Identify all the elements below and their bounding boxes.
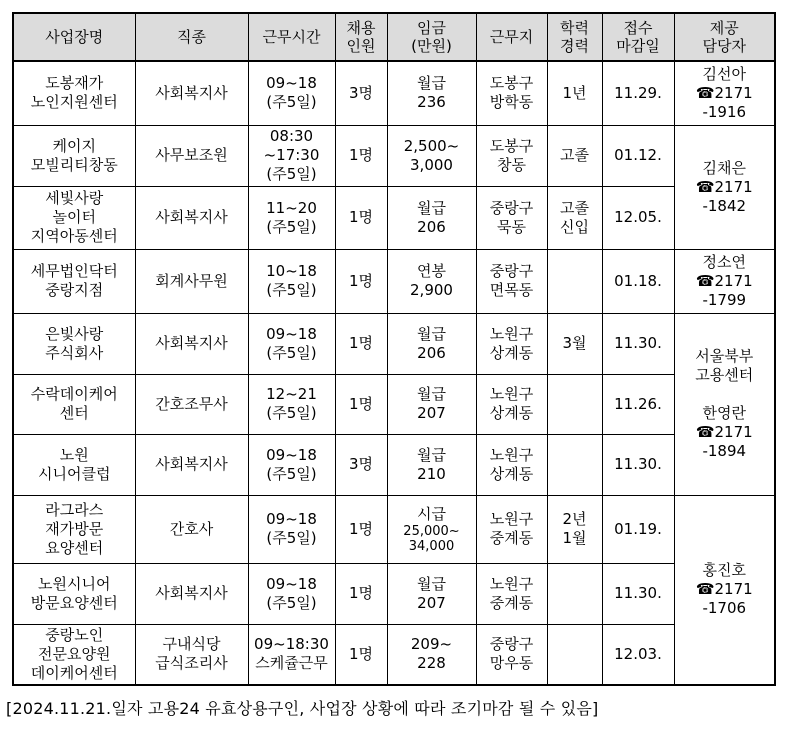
- cell-text: 시니어클럽: [38, 464, 111, 483]
- cell-text: 01.18.: [614, 271, 662, 290]
- cell-text: 학력: [560, 19, 589, 37]
- cell-deadline: [602, 61, 674, 125]
- cell-text: 노원시니어: [38, 574, 111, 593]
- cell-count: [335, 61, 387, 125]
- cell-text: 면목동: [489, 281, 534, 299]
- cell-text: 사회복지사: [155, 334, 228, 352]
- cell-text: -1799: [702, 290, 747, 309]
- table-row: [13, 249, 775, 313]
- cell-text: 정소연: [702, 252, 746, 271]
- cell-text: 1월: [562, 529, 587, 547]
- cell-deadline: [602, 249, 674, 313]
- cell-text: 인원: [346, 37, 376, 55]
- cell-text: (주5일): [266, 165, 317, 183]
- cell-text: ☎2171: [695, 271, 753, 290]
- cell-deadline: [602, 374, 674, 434]
- cell-text: 2,900: [410, 281, 453, 299]
- cell-company: [13, 563, 135, 624]
- cell-text: 간호사: [169, 519, 214, 538]
- cell-location: [476, 186, 547, 249]
- cell-text: 사회복지사: [155, 584, 228, 602]
- cell-edu: [547, 495, 602, 563]
- cell-company: [13, 125, 135, 186]
- cell-text: (주5일): [266, 281, 317, 299]
- table-row: [13, 186, 775, 249]
- cell-text: 209~: [410, 635, 453, 654]
- cell-text: 3월: [562, 334, 587, 352]
- cell-text: 210: [417, 464, 446, 483]
- table-row: [13, 495, 775, 563]
- cell-text: 3명: [348, 455, 374, 473]
- cell-text: 11~20: [266, 198, 317, 217]
- cell-text: 09~18: [266, 74, 317, 93]
- cell-text: 전문요양원: [38, 644, 111, 663]
- cell-text: 09~18: [266, 574, 317, 593]
- cell-text: 사회복지사: [155, 83, 228, 102]
- cell-wage: [387, 434, 476, 495]
- cell-text: 고졸: [560, 198, 589, 217]
- cell-text: ☎2171: [695, 177, 753, 196]
- cell-deadline: [602, 495, 674, 563]
- cell-wage: [387, 374, 476, 434]
- cell-count: [335, 624, 387, 685]
- cell-text: -1894: [702, 442, 747, 460]
- cell-text: 노인지원센터: [30, 93, 118, 112]
- cell-location: [476, 624, 547, 685]
- column-header-job: [135, 13, 248, 61]
- cell-text: 34,000: [408, 538, 455, 554]
- cell-text: 1명: [348, 584, 374, 602]
- cell-text: 경력: [560, 37, 589, 55]
- cell-text: 1명: [348, 208, 374, 226]
- cell-text: 1명: [348, 519, 374, 538]
- cell-text: 스케쥴근무: [255, 654, 328, 673]
- table-row: [13, 624, 775, 685]
- cell-wage: [387, 249, 476, 313]
- cell-text: 236: [417, 93, 446, 112]
- cell-text: 중랑구: [489, 262, 534, 280]
- cell-text: 노원구: [489, 445, 534, 464]
- cell-text: 사회복지사: [155, 455, 228, 473]
- cell-text: (주5일): [266, 464, 317, 483]
- cell-job: [135, 434, 248, 495]
- cell-text: 근무시간: [262, 28, 321, 46]
- cell-text: 10~18: [266, 262, 317, 280]
- cell-job: [135, 313, 248, 374]
- cell-hours: [248, 624, 335, 685]
- cell-edu: [547, 434, 602, 495]
- cell-deadline: [602, 434, 674, 495]
- cell-text: 09~18:30: [254, 635, 329, 654]
- cell-text: 방학동: [489, 93, 534, 112]
- table-body: [13, 61, 775, 685]
- cell-text: 고졸: [560, 146, 589, 164]
- job-listing-table: [12, 12, 776, 686]
- cell-contact: [674, 249, 775, 313]
- cell-deadline: [602, 563, 674, 624]
- column-header-location: [476, 13, 547, 61]
- cell-location: [476, 563, 547, 624]
- cell-company: [13, 186, 135, 249]
- cell-text: 228: [417, 654, 446, 673]
- cell-hours: [248, 434, 335, 495]
- cell-text: 월급: [417, 198, 446, 217]
- cell-company: [13, 495, 135, 563]
- cell-wage: [387, 125, 476, 186]
- cell-text: 중랑구: [489, 198, 534, 217]
- cell-text: 206: [417, 217, 446, 236]
- cell-job: [135, 374, 248, 434]
- cell-text: 상계동: [489, 343, 534, 362]
- cell-text: 라그라스: [45, 500, 104, 519]
- cell-text: 11.26.: [614, 394, 662, 413]
- cell-text: 은빛사랑: [45, 324, 104, 343]
- cell-deadline: [602, 313, 674, 374]
- cell-text: 방문요양센터: [30, 593, 118, 612]
- cell-location: [476, 374, 547, 434]
- cell-text: 김채은: [702, 158, 746, 177]
- cell-text: 서울북부: [695, 347, 754, 365]
- cell-text: 제공: [709, 19, 739, 37]
- cell-text: 노원구: [489, 574, 534, 593]
- cell-location: [476, 249, 547, 313]
- cell-text: 1년: [562, 83, 587, 102]
- cell-text: 09~18: [266, 445, 317, 464]
- cell-count: [335, 434, 387, 495]
- cell-text: (주5일): [266, 93, 317, 112]
- cell-location: [476, 61, 547, 125]
- cell-text: 월급: [417, 445, 446, 464]
- cell-text: 월급: [417, 574, 446, 593]
- cell-edu: [547, 374, 602, 434]
- cell-edu: [547, 125, 602, 186]
- cell-text: 연봉: [417, 262, 446, 280]
- cell-text: 09~18: [266, 510, 317, 528]
- cell-text: 12.05.: [614, 208, 662, 226]
- cell-edu: [547, 624, 602, 685]
- cell-text: 11.30.: [614, 334, 662, 352]
- cell-text: 수락데이케어: [30, 385, 118, 403]
- cell-text: 2,500~: [403, 136, 460, 155]
- cell-location: [476, 495, 547, 563]
- cell-edu: [547, 186, 602, 249]
- cell-edu: [547, 313, 602, 374]
- cell-text: 노원구: [489, 385, 534, 403]
- cell-count: [335, 313, 387, 374]
- cell-contact: [674, 125, 775, 249]
- cell-text: 2년: [562, 510, 587, 528]
- cell-deadline: [602, 125, 674, 186]
- cell-text: 중계동: [489, 593, 534, 612]
- cell-hours: [248, 374, 335, 434]
- cell-job: [135, 249, 248, 313]
- cell-text: 요양센터: [45, 538, 104, 557]
- cell-edu: [547, 61, 602, 125]
- cell-text: 1명: [348, 334, 374, 352]
- cell-text: 사무보조원: [155, 146, 228, 164]
- cell-count: [335, 374, 387, 434]
- cell-hours: [248, 563, 335, 624]
- cell-text: 도봉구: [489, 136, 534, 155]
- cell-hours: [248, 495, 335, 563]
- cell-edu: [547, 563, 602, 624]
- cell-text: 01.19.: [614, 519, 662, 538]
- cell-text: 노원: [59, 445, 89, 464]
- cell-location: [476, 125, 547, 186]
- cell-text: 사회복지사: [155, 208, 228, 226]
- cell-text: 207: [417, 593, 446, 612]
- cell-text: [676, 385, 774, 404]
- cell-hours: [248, 249, 335, 313]
- footnote: [2024.11.21.일자 고용24 유효상용구인, 사업장 상황에 따라 조기마감 될 수 있음]: [6, 699, 599, 718]
- cell-text: 신입: [560, 217, 589, 236]
- cell-contact: [674, 495, 775, 685]
- cell-job: [135, 61, 248, 125]
- cell-deadline: [602, 186, 674, 249]
- cell-text: 세빛사랑: [45, 189, 104, 207]
- cell-wage: [387, 313, 476, 374]
- cell-text: 케이지: [52, 136, 96, 155]
- cell-text: 급식조리사: [155, 654, 228, 673]
- cell-job: [135, 624, 248, 685]
- cell-text: 상계동: [489, 464, 534, 483]
- cell-count: [335, 125, 387, 186]
- cell-text: (주5일): [266, 404, 317, 422]
- cell-text: ☎2171: [695, 83, 753, 102]
- cell-count: [335, 186, 387, 249]
- cell-job: [135, 495, 248, 563]
- cell-job: [135, 563, 248, 624]
- cell-company: [13, 374, 135, 434]
- cell-text: 206: [417, 343, 446, 362]
- cell-text: 207: [417, 404, 446, 422]
- cell-text: 직종: [177, 28, 206, 46]
- cell-text: 09~18: [266, 324, 317, 343]
- table-row: [13, 374, 775, 434]
- cell-text: -1842: [702, 196, 747, 215]
- cell-wage: [387, 61, 476, 125]
- table-row: [13, 434, 775, 495]
- cell-text: 지역아동센터: [30, 227, 118, 245]
- cell-text: 채용: [346, 19, 376, 37]
- cell-text: -1706: [702, 599, 747, 618]
- cell-text: 재가방문: [45, 519, 104, 538]
- cell-edu: [547, 249, 602, 313]
- table-row: [13, 563, 775, 624]
- cell-text: 시급: [417, 504, 446, 523]
- cell-text: 도봉재가: [45, 74, 104, 93]
- cell-job: [135, 186, 248, 249]
- cell-text: 고용센터: [695, 366, 754, 384]
- cell-text: 중랑구: [489, 635, 534, 654]
- cell-text: -1916: [702, 102, 747, 121]
- cell-text: 월급: [417, 385, 446, 403]
- cell-text: 1명: [348, 644, 374, 663]
- cell-text: 회계사무원: [155, 271, 228, 290]
- cell-count: [335, 495, 387, 563]
- cell-contact: [674, 313, 775, 495]
- cell-text: 11.30.: [614, 455, 662, 473]
- cell-text: 중랑노인: [45, 625, 104, 644]
- column-header-deadline: [602, 13, 674, 61]
- column-header-hours: [248, 13, 335, 61]
- cell-text: (만원): [411, 37, 452, 55]
- cell-text: 노원구: [489, 510, 534, 528]
- cell-count: [335, 249, 387, 313]
- column-header-wage: [387, 13, 476, 61]
- cell-text: 상계동: [489, 404, 534, 422]
- cell-text: 간호조무사: [155, 394, 228, 413]
- cell-wage: [387, 563, 476, 624]
- cell-text: 노원구: [489, 324, 534, 343]
- cell-text: 세무법인닥터: [30, 262, 118, 280]
- cell-text: 한영란: [702, 404, 746, 422]
- table-header-row: [13, 13, 775, 61]
- cell-text: 망우동: [489, 654, 534, 673]
- column-header-company: [13, 13, 135, 61]
- cell-text: 25,000~: [403, 523, 460, 539]
- cell-wage: [387, 624, 476, 685]
- cell-text: 중계동: [489, 529, 534, 547]
- table-row: [13, 125, 775, 186]
- cell-text: 11.29.: [614, 83, 662, 102]
- cell-text: 접수: [623, 19, 653, 37]
- cell-text: 임금: [417, 19, 446, 37]
- job-listing-table-wrapper: [12, 12, 776, 686]
- cell-company: [13, 61, 135, 125]
- cell-text: 12.03.: [614, 644, 662, 663]
- cell-text: ☎2171: [695, 423, 753, 441]
- table-row: [13, 61, 775, 125]
- cell-text: 놀이터: [52, 208, 96, 226]
- cell-location: [476, 434, 547, 495]
- cell-contact: [674, 61, 775, 125]
- cell-text: 중랑지점: [45, 281, 104, 299]
- cell-hours: [248, 313, 335, 374]
- cell-text: 창동: [497, 155, 526, 174]
- cell-text: 월급: [417, 74, 446, 93]
- cell-hours: [248, 125, 335, 186]
- cell-text: 01.12.: [614, 146, 662, 164]
- cell-wage: [387, 495, 476, 563]
- cell-text: 도봉구: [489, 74, 534, 93]
- cell-text: 데이케어센터: [30, 663, 118, 682]
- cell-location: [476, 313, 547, 374]
- cell-text: (주5일): [266, 343, 317, 362]
- cell-wage: [387, 186, 476, 249]
- cell-text: (주5일): [266, 529, 317, 547]
- cell-text: (주5일): [266, 593, 317, 612]
- cell-text: 3명: [348, 83, 374, 102]
- cell-company: [13, 434, 135, 495]
- cell-text: 월급: [417, 324, 446, 343]
- cell-company: [13, 313, 135, 374]
- cell-text: 08:30: [269, 127, 314, 145]
- cell-text: 센터: [59, 404, 89, 422]
- cell-text: 3,000: [410, 155, 453, 174]
- cell-count: [335, 563, 387, 624]
- cell-text: ☎2171: [695, 580, 753, 599]
- cell-hours: [248, 61, 335, 125]
- cell-job: [135, 125, 248, 186]
- cell-text: 홍진호: [702, 561, 746, 580]
- column-header-edu: [547, 13, 602, 61]
- cell-text: 주식회사: [45, 343, 104, 362]
- cell-text: 마감일: [616, 37, 660, 55]
- cell-text: 김선아: [702, 64, 746, 83]
- cell-text: 사업장명: [45, 28, 104, 46]
- column-header-count: [335, 13, 387, 61]
- cell-text: 11.30.: [614, 584, 662, 602]
- cell-text: 구내식당: [162, 635, 221, 654]
- column-header-contact: [674, 13, 775, 61]
- cell-text: 근무지: [489, 28, 534, 46]
- cell-text: 모빌리티창동: [30, 155, 118, 174]
- cell-text: 1명: [348, 394, 374, 413]
- cell-text: 담당자: [702, 37, 746, 55]
- cell-hours: [248, 186, 335, 249]
- cell-company: [13, 249, 135, 313]
- cell-text: 1명: [348, 146, 374, 164]
- cell-text: (주5일): [266, 217, 317, 236]
- cell-text: ~17:30: [263, 146, 320, 164]
- cell-text: 12~21: [266, 385, 317, 403]
- cell-text: 묵동: [497, 217, 526, 236]
- cell-deadline: [602, 624, 674, 685]
- cell-text: 1명: [348, 271, 374, 290]
- cell-company: [13, 624, 135, 685]
- table-row: [13, 313, 775, 374]
